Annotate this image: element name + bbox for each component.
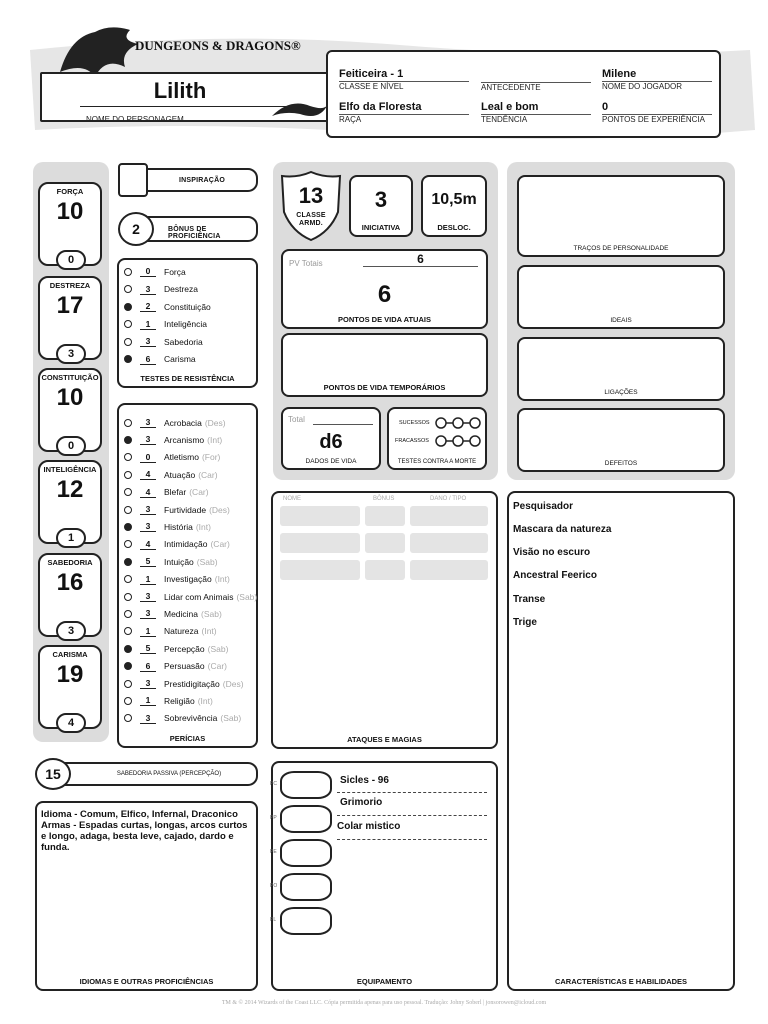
temp-hp-label: PONTOS DE VIDA TEMPORÁRIOS [323,383,446,392]
skill-row[interactable] [124,518,211,535]
xp-label: PONTOS DE EXPERIÊNCIA [602,115,705,124]
skill-value: 3 [140,608,156,619]
skill-row[interactable] [124,623,217,640]
saving-throw-name: Destreza [164,284,199,294]
languages-title: IDIOMAS E OUTRAS PROFICIÊNCIAS [79,977,214,986]
passive-perception-value[interactable]: 15 [35,758,71,790]
proficiency-dot[interactable] [124,714,132,722]
skill-attribute: (Sab) [201,608,222,619]
xp-field[interactable] [602,101,712,124]
coin-pc[interactable]: PC [280,771,332,799]
skill-value: 4 [140,469,156,480]
coin-pl[interactable]: PL [280,907,332,935]
armor-class-label-1: CLASSE [296,212,326,219]
passive-perception-banner [60,762,258,786]
skill-attribute: (For) [201,452,221,463]
skill-value: 3 [140,591,156,602]
skill-attribute: (Car) [198,469,218,480]
saving-throw-value: 2 [140,301,156,312]
saving-throw-name: Inteligência [164,319,208,329]
skill-name: Blefar [164,487,187,498]
inspiration-label: INSPIRAÇÃO [179,177,225,184]
attack-1-damage[interactable] [410,506,488,526]
skill-value: 3 [140,521,156,532]
race-field[interactable] [339,101,469,124]
equipment-title: EQUIPAMENTO [356,977,413,986]
attacks-col-damage: DANO / TIPO [430,496,467,502]
skill-value: 3 [140,417,156,428]
saving-throw-row[interactable] [124,281,198,298]
current-hp-box[interactable] [281,249,488,329]
death-saves-label: TESTES CONTRA A MORTE [397,459,477,465]
skill-name: Natureza [164,626,199,637]
skill-value: 4 [140,539,156,550]
ability-score: 10 [56,384,84,411]
armor-class-value[interactable]: 13 [298,183,324,208]
proficiency-dot[interactable] [124,436,132,444]
flaws-label: DEFEITOS [604,460,638,467]
equipment-item: Grimorio [340,797,383,808]
skill-row[interactable] [124,501,230,518]
background-value [481,68,591,81]
saving-throw-name: Constituição [164,301,211,312]
dragon-tail-icon [270,96,330,126]
ability-score: 19 [56,661,84,688]
ideals-label: IDEAIS [610,317,632,324]
ability-modifier: 3 [56,344,86,364]
ability-score: 17 [56,292,84,319]
proficiency-dot[interactable] [124,558,132,566]
ability-dexterity[interactable]: DESTREZA 17 3 [38,276,102,360]
ideals-box[interactable] [517,265,725,329]
skill-row[interactable] [124,640,228,657]
character-name-label: NOME DO PERSONAGEM [86,115,184,124]
features-box[interactable] [507,491,735,991]
skill-value: 0 [140,452,156,463]
skill-row[interactable] [124,605,222,622]
saving-throws-title: TESTES DE RESISTÊNCIA [140,374,235,383]
saving-throw-value: 3 [140,284,156,295]
skill-value: 3 [140,434,156,445]
skill-row[interactable] [124,484,209,501]
inspiration-input[interactable] [118,163,148,197]
death-saves-circles[interactable] [435,416,481,450]
ability-score: 12 [56,476,84,503]
character-info-box [326,50,721,138]
player-name-label: NOME DO JOGADOR [602,82,683,91]
alignment-value: Leal e bom [481,101,539,113]
skill-row[interactable] [124,571,230,588]
hp-current-label: PONTOS DE VIDA ATUAIS [338,315,431,324]
feature-item: Mascara da natureza [513,524,612,535]
skill-attribute: (Int) [197,695,213,706]
alignment-label: TENDÊNCIA [481,115,528,124]
skill-value: 3 [140,678,156,689]
proficiency-dot[interactable] [124,303,132,311]
skill-row[interactable] [124,466,218,483]
hit-dice-box[interactable] [281,407,381,470]
ability-score: 10 [56,198,84,225]
skill-name: Religião [164,695,195,706]
proficiency-dot[interactable] [124,662,132,670]
saving-throw-row[interactable] [124,298,211,315]
skill-row[interactable] [124,588,257,605]
xp-value: 0 [602,101,609,113]
skill-name: Arcanismo [164,434,205,445]
attack-1-bonus[interactable] [365,506,405,526]
class-level-field[interactable] [339,68,469,91]
skill-value: 3 [140,713,156,724]
equipment-item: Colar mistico [337,821,401,832]
logo-text: DUNGEONS & DRAGONS® [135,38,301,53]
saving-throw-row[interactable] [124,351,196,368]
coin-po[interactable]: PO [280,873,332,901]
initiative-label: INICIATIVA [361,223,401,232]
skill-attribute: (Int) [201,626,217,637]
temp-hp-box[interactable] [281,333,488,397]
skill-row[interactable] [124,710,241,727]
hit-dice-total-label: Total [288,415,305,424]
attacks-col-bonus: BÔNUS [373,496,395,502]
character-name[interactable]: Lilith [153,78,207,103]
skill-row[interactable] [124,536,230,553]
class-level-value: Feiticeira - 1 [339,68,404,80]
skill-row[interactable] [124,553,218,570]
skill-value: 1 [140,574,156,585]
skill-attribute: (Des) [204,417,226,428]
skill-row[interactable] [124,431,222,448]
attack-2-name[interactable] [280,533,360,553]
features-title: CARACTERÍSTICAS E HABILIDADES [554,977,688,986]
ability-constitution[interactable]: CONSTITUIÇÃO 10 0 [38,368,102,452]
alignment-field[interactable] [481,101,591,124]
flaws-box[interactable] [517,408,725,472]
equipment-item: Sicles - 96 [340,775,389,786]
death-saves-success-label: SUCESSOS [399,420,430,426]
feature-item: Transe [513,594,546,605]
armor-class-label-2: ARMD. [299,220,323,227]
background-field[interactable] [481,68,591,92]
skill-attribute: (Des) [222,678,244,689]
saving-throw-row[interactable] [124,316,207,333]
proficiency-dot[interactable] [124,593,132,601]
attacks-box [271,491,498,749]
footer-copyright: TM & © 2014 Wizards of the Coast LLC. Cópia permitida apenas para uso pessoal. Tradução: Johny Soberl | jonsorowen@icloud.com [221,1000,547,1006]
skill-name: Investigação [164,574,212,585]
background-label: ANTECEDENTE [481,83,541,92]
attacks-title: ATAQUES E MAGIAS [347,735,422,744]
personality-traits-box[interactable] [517,175,725,257]
skill-attribute: (Int) [207,434,223,445]
hp-max-label: PV Totais [289,259,323,268]
languages-text: Idioma - Comum, Elfico, Infernal, Draconico Armas - Espadas curtas, longas, arcos curtos e longo, adaga, besta leve, cajado, dardo e funda. [41,809,248,853]
skill-name: História [164,521,193,532]
player-name-field[interactable] [602,68,712,91]
skill-attribute: (Car) [189,487,209,498]
ability-strength[interactable]: FORÇA 10 0 [38,182,102,266]
skill-attribute: (Sab) [236,591,258,602]
proficiency-dot[interactable] [124,320,132,328]
passive-perception-label: SABEDORIA PASSIVA (PERCEPÇÃO) [116,771,222,777]
death-saves-box [387,407,487,470]
coin-pe[interactable]: PE [280,839,332,867]
skill-value: 3 [140,504,156,515]
proficiency-dot[interactable] [124,419,132,427]
class-level-label: CLASSE E NÍVEL [339,82,404,91]
skill-row[interactable] [124,658,227,675]
ability-modifier: 0 [56,250,86,270]
skills-title: PERÍCIAS [169,734,206,743]
hp-current-value: 6 [377,281,392,308]
skill-value: 5 [140,556,156,567]
saving-throw-value: 1 [140,319,156,330]
skill-attribute: (Sab) [196,556,218,567]
proficiency-dot[interactable] [124,268,132,276]
hp-max-value: 6 [363,252,478,267]
skill-name: Atletismo [164,452,199,463]
skill-name: Acrobacia [164,417,202,428]
ability-charisma[interactable]: CARISMA 19 4 [38,645,102,729]
skill-attribute: (Sab) [207,643,229,654]
bonds-label: LIGAÇÕES [604,389,638,396]
proficiency-dot[interactable] [124,680,132,688]
skill-attribute: (Sab) [220,713,242,724]
feature-item: Trige [513,617,537,628]
skill-name: Furtividade [164,504,207,515]
attack-2-bonus[interactable] [365,533,405,553]
feature-item: Visão no escuro [513,547,591,558]
attack-3-name[interactable] [280,560,360,580]
proficiency-bonus[interactable]: 2 [118,212,154,246]
proficiency-dot[interactable] [124,355,132,363]
ability-score: 16 [56,569,84,596]
attack-1-name[interactable] [280,506,360,526]
proficiency-dot[interactable] [124,338,132,346]
skill-row[interactable] [124,449,220,466]
saving-throw-value: 6 [140,354,156,365]
hit-dice-value: d6 [319,431,343,453]
death-saves-failure-label: FRACASSOS [395,438,429,444]
initiative-box[interactable]: 3 INICIATIVA [349,175,413,237]
ability-intelligence[interactable]: INTELIGÊNCIA 12 1 [38,460,102,544]
skill-attribute: (Des) [209,504,230,515]
ability-modifier: 0 [56,436,86,456]
skill-name: Prestidigitação [164,678,220,689]
skill-value: 6 [140,661,156,672]
speed-label: DESLOC. [437,223,471,232]
skill-attribute: (Car) [207,661,227,672]
proficiency-dot[interactable] [124,471,132,479]
saving-throw-name: Carisma [164,354,196,364]
proficiency-banner [146,216,258,242]
skill-attribute: (Int) [195,521,211,532]
proficiency-dot[interactable] [124,506,132,514]
saving-throw-name: Sabedoria [164,336,203,347]
attack-3-damage[interactable] [410,560,488,580]
inspiration-banner [146,168,258,192]
skill-name: Intuição [164,556,194,567]
skill-value: 4 [140,487,156,498]
skill-value: 1 [140,695,156,706]
skill-value: 5 [140,643,156,654]
race-label: RAÇA [339,115,362,124]
saving-throw-name: Força [164,266,186,277]
skill-name: Sobrevivência [164,713,218,724]
proficiency-dot[interactable] [124,523,132,531]
player-name-value: Milene [602,68,637,80]
feature-item: Pesquisador [513,501,574,512]
coin-pp[interactable]: PP [280,805,332,833]
proficiency-label: BÔNUS DE PROFICIÊNCIA [168,226,221,240]
attacks-col-name: NOME [283,496,301,502]
proficiency-dot[interactable] [124,488,132,496]
skill-name: Lidar com Animais [164,591,234,602]
languages-box[interactable] [35,801,258,991]
speed-box[interactable]: 10,5m DESLOC. [421,175,487,237]
bonds-box[interactable] [517,337,725,401]
saving-throw-value: 0 [140,266,156,277]
skill-name: Percepção [164,643,205,654]
skill-value: 1 [140,626,156,637]
proficiency-dot[interactable] [124,627,132,635]
saving-throw-value: 3 [140,336,156,347]
saving-throw-row[interactable] [124,333,203,350]
skill-row[interactable] [124,692,213,709]
proficiency-dot[interactable] [124,610,132,618]
skill-row[interactable] [124,675,244,692]
proficiency-dot[interactable] [124,540,132,548]
proficiency-dot[interactable] [124,285,132,293]
attack-3-bonus[interactable] [365,560,405,580]
feature-item: Ancestral Feerico [513,570,597,581]
hit-dice-label: DADOS DE VIDA [305,458,357,465]
skill-name: Atuação [164,469,196,480]
skill-name: Medicina [164,608,199,619]
proficiency-dot[interactable] [124,697,132,705]
skill-row[interactable] [124,414,226,431]
skill-name: Intimidação [164,539,208,550]
proficiency-dot[interactable] [124,575,132,583]
ability-modifier: 3 [56,621,86,641]
race-value: Elfo da Floresta [339,101,422,113]
ability-wisdom[interactable]: SABEDORIA 16 3 [38,553,102,637]
proficiency-dot[interactable] [124,453,132,461]
proficiency-dot[interactable] [124,645,132,653]
saving-throw-row[interactable] [124,263,186,280]
ability-modifier: 4 [56,713,86,733]
ability-modifier: 1 [56,528,86,548]
attack-2-damage[interactable] [410,533,488,553]
personality-traits-label: TRAÇOS DE PERSONALIDADE [573,245,669,252]
skill-attribute: (Int) [214,574,230,585]
skill-attribute: (Car) [210,539,230,550]
skill-name: Persuasão [164,661,205,672]
